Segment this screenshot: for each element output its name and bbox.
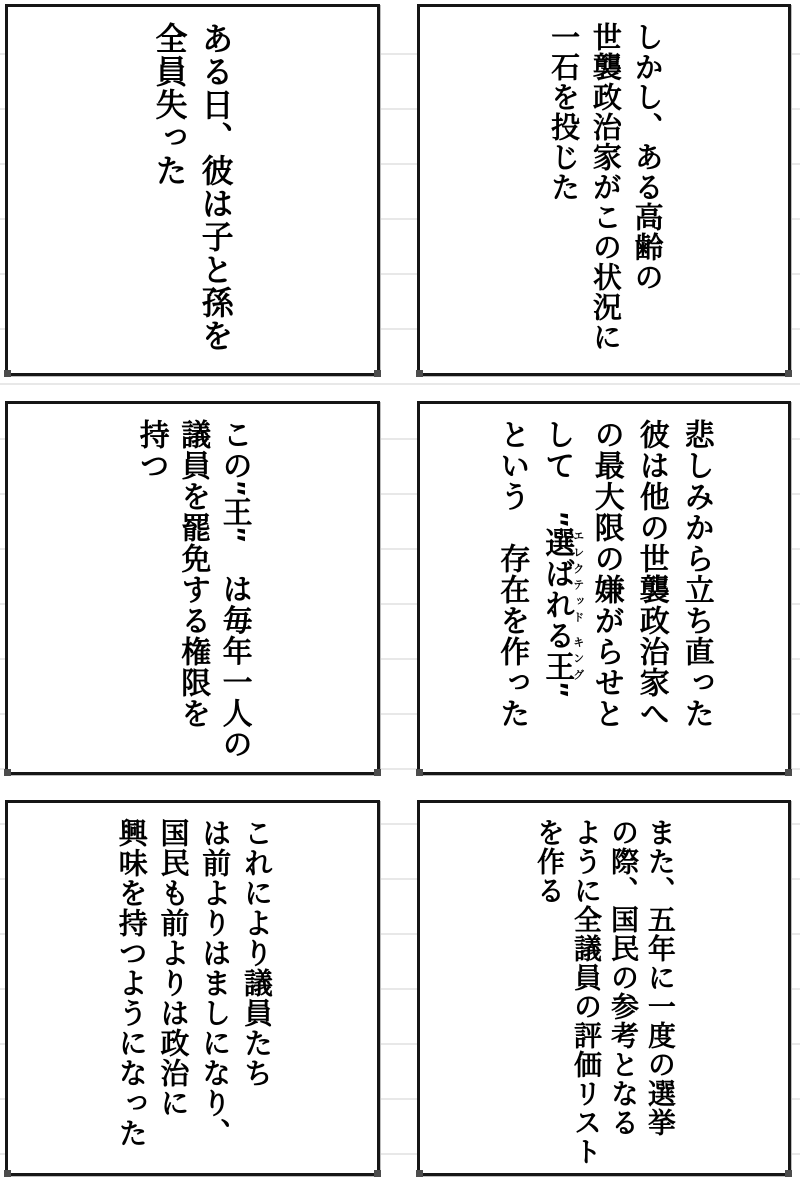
text-column: これにより議員たち bbox=[240, 818, 272, 1088]
text-column: ように全議員の評価リスト bbox=[571, 818, 602, 1166]
panel-5-vertical-text bbox=[530, 818, 678, 1166]
manga-panel-3 bbox=[417, 401, 791, 775]
text-column: 議員を罷免する権限を bbox=[176, 419, 210, 729]
manga-panel-5 bbox=[417, 800, 791, 1176]
text-column: 全員失った bbox=[151, 22, 188, 187]
text-column: の際、国民の参考となる bbox=[607, 818, 639, 1137]
manga-panel-4 bbox=[5, 401, 380, 775]
text-column: しかし、ある高齢の bbox=[630, 22, 663, 292]
manga-panel-2 bbox=[5, 4, 380, 376]
manga-panel-6 bbox=[5, 800, 380, 1176]
text-column: を作る bbox=[534, 818, 566, 905]
text-column: という 存在を作った bbox=[495, 419, 529, 729]
text-column: 持つ bbox=[134, 419, 168, 481]
text-column: ある日、彼は子と孫を bbox=[197, 22, 234, 352]
text-column: また、五年に一度の選挙 bbox=[644, 818, 676, 1137]
manga-panel-1 bbox=[417, 4, 791, 376]
panel-6-vertical-text bbox=[109, 818, 276, 1148]
text-column: して ″選ばれる王エレクテッド キング″ bbox=[540, 419, 584, 698]
text-column: は前よりはましになり、 bbox=[198, 818, 231, 1148]
furigana: エレクテッド キング bbox=[571, 527, 584, 683]
panel-3-vertical-text bbox=[489, 419, 719, 729]
text-column: 悲しみから立ち直った bbox=[679, 419, 713, 729]
text-column: の最大限の嫌がらせと bbox=[589, 419, 623, 729]
text-column: 興味を持つようになった bbox=[114, 818, 147, 1148]
panel-1-vertical-text bbox=[541, 22, 666, 352]
text-column: 一石を投じた bbox=[547, 22, 580, 202]
text-column: 世襲政治家がこの状況に bbox=[588, 22, 621, 352]
text-column: 国民も前よりは政治に bbox=[156, 818, 189, 1118]
panel-4-vertical-text bbox=[130, 419, 254, 760]
text-column: この″王″ は毎年一人の bbox=[217, 419, 251, 760]
panel-2-vertical-text bbox=[146, 22, 238, 352]
ruby-base: 選ばれる王エレクテッド キング bbox=[540, 527, 584, 683]
text-column: 彼は他の世襲政治家へ bbox=[634, 419, 668, 729]
